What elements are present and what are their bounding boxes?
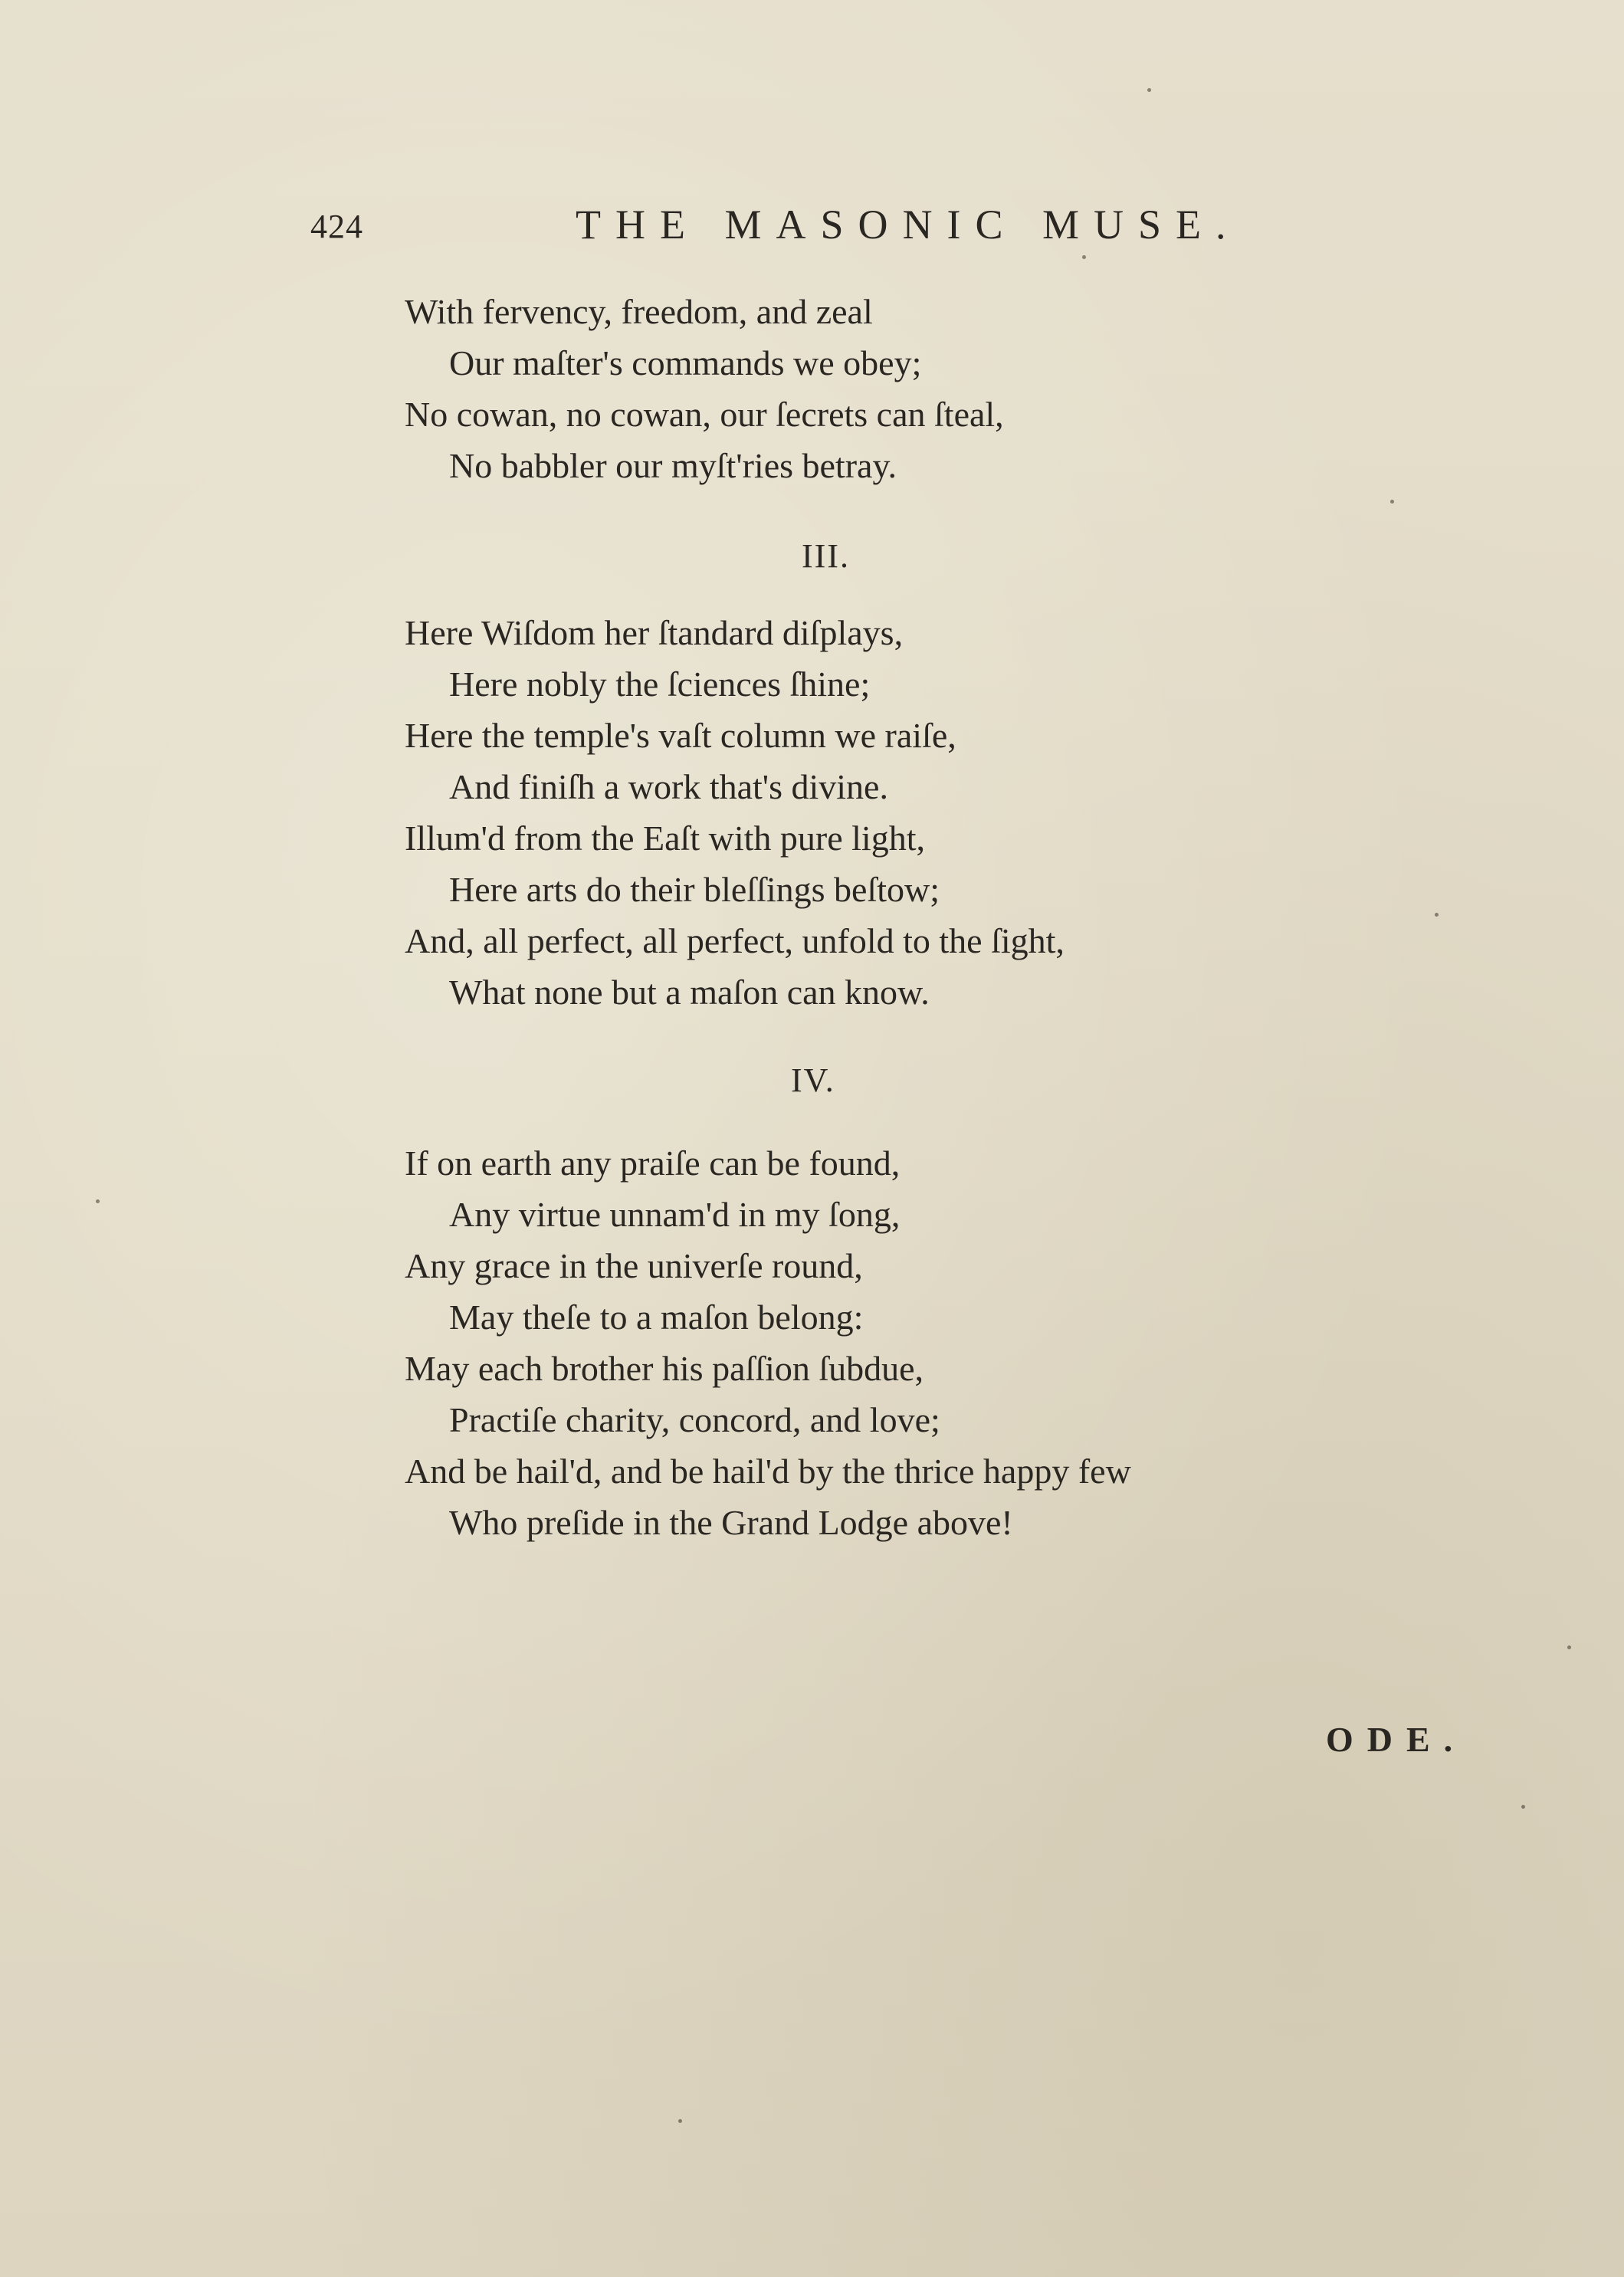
- verse-line: Who preſide in the Grand Lodge above!: [449, 1503, 1013, 1542]
- verse-line: With fervency, freedom, and zeal: [405, 292, 873, 331]
- paper-speck: [1521, 1805, 1525, 1809]
- verse-line: And finiſh a work that's divine.: [449, 767, 888, 806]
- stanza-numeral: III.: [802, 537, 850, 575]
- verse-line: What none but a maſon can know.: [449, 973, 930, 1012]
- catchword: ODE.: [1326, 1720, 1467, 1759]
- verse-line: No cowan, no cowan, our ſecrets can ſteal,: [405, 395, 1004, 434]
- page-number: 424: [310, 208, 363, 245]
- paper-speck: [1147, 88, 1151, 92]
- verse-line: Our maſter's commands we obey;: [449, 343, 922, 382]
- verse-line: Here Wiſdom her ſtandard diſplays,: [405, 613, 904, 652]
- paper-speck: [1567, 1645, 1571, 1649]
- paper-speck: [1390, 500, 1394, 504]
- paper-speck: [1082, 255, 1086, 259]
- verse-line: May each brother his paſſion ſubdue,: [405, 1349, 924, 1388]
- verse-line: Any grace in the univerſe round,: [405, 1246, 863, 1285]
- verse-line: Practiſe charity, concord, and love;: [449, 1400, 940, 1439]
- stanza-four: [405, 1137, 1131, 1548]
- paper-speck: [678, 2119, 682, 2123]
- verse-line: Any virtue unnam'd in my ſong,: [449, 1195, 901, 1234]
- verse-line: If on earth any praiſe can be found,: [405, 1143, 901, 1183]
- paper-speck: [1435, 913, 1439, 917]
- verse-line: And be hail'd, and be hail'd by the thrice happy few: [405, 1452, 1131, 1491]
- stanza-three: [405, 607, 1065, 1018]
- verse-line: Here nobly the ſciences ſhine;: [449, 664, 871, 704]
- verse-line: Here the temple's vaſt column we raiſe,: [405, 716, 956, 755]
- running-head: [310, 201, 1307, 254]
- verse-line: No babbler our myſt'ries betray.: [449, 446, 897, 485]
- verse-line: And, all perfect, all perfect, unfold to the ſight,: [405, 921, 1065, 960]
- verse-line: Illum'd from the Eaſt with pure light,: [405, 819, 925, 858]
- stanza-continuation: [405, 286, 1004, 491]
- stanza-numeral: IV.: [791, 1061, 835, 1099]
- page-title: THE MASONIC MUSE.: [576, 202, 1241, 248]
- verse-line: Here arts do their bleſſings beſtow;: [449, 870, 940, 909]
- verse-line: May theſe to a maſon belong:: [449, 1298, 864, 1337]
- paper-speck: [96, 1199, 100, 1203]
